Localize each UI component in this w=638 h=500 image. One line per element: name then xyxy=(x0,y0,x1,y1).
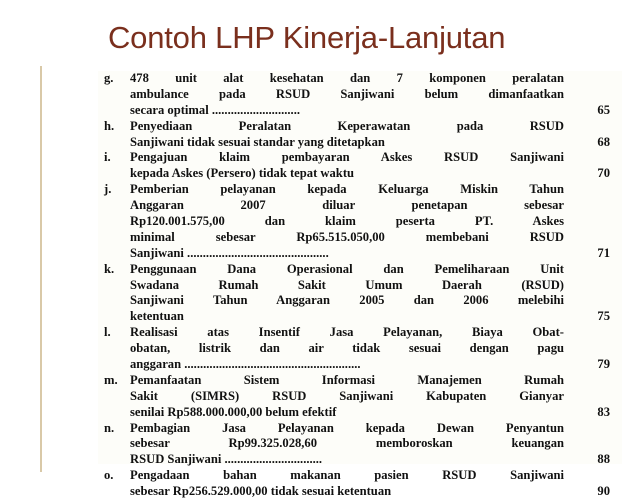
finding-item xyxy=(98,182,622,261)
finding-text: obatan, listrik dan air tidak sesuai dengan pagu xyxy=(130,341,564,356)
finding-text: ambulance pada RSUD Sanjiwani belum dimanfaatkan xyxy=(130,86,564,101)
finding-text: Pembagian Jasa Pelayanan kepada Dewan Penyantun xyxy=(130,420,564,435)
finding-marker: j. xyxy=(104,182,112,197)
finding-line xyxy=(98,119,622,135)
finding-line xyxy=(98,421,622,437)
finding-text: Swadana Rumah Sakit Umum Daerah (RSUD) xyxy=(130,277,564,292)
page-number: 68 xyxy=(597,134,610,149)
finding-line xyxy=(98,373,622,389)
page-number: 75 xyxy=(597,309,610,324)
finding-line xyxy=(98,309,622,325)
finding-line xyxy=(98,214,622,230)
finding-text: secara optimal ............................ xyxy=(130,102,300,117)
finding-line xyxy=(98,468,622,484)
finding-text: Penggunaan Dana Operasional dan Pemeliharaan Unit xyxy=(130,261,564,276)
finding-marker: l. xyxy=(104,325,111,340)
finding-text: senilai Rp588.000.000,00 belum efektif xyxy=(130,404,337,419)
page-number: 83 xyxy=(597,404,610,419)
finding-line xyxy=(98,405,622,421)
finding-line xyxy=(98,341,622,357)
finding-marker: k. xyxy=(104,261,115,276)
finding-item xyxy=(98,71,622,119)
finding-text: Penyediaan Peralatan Keperawatan pada RSUD xyxy=(130,118,564,133)
finding-text: sebesar Rp99.325.028,60 memboroskan keuangan xyxy=(130,436,564,451)
finding-text: Sanjiwani ............................................. xyxy=(130,245,329,260)
finding-text: Pemberian pelayanan kepada Keluarga Miskin Tahun xyxy=(130,182,564,197)
finding-text: Anggaran 2007 diluar penetapan sebesar xyxy=(130,198,564,213)
finding-line xyxy=(98,230,622,246)
slide-title: Contoh LHP Kinerja-Lanjutan xyxy=(108,20,506,55)
finding-item xyxy=(98,262,622,326)
finding-line xyxy=(98,166,622,182)
finding-marker: o. xyxy=(104,468,114,483)
finding-line xyxy=(98,357,622,373)
finding-item xyxy=(98,373,622,421)
finding-text: RSUD Sanjiwani ............................... xyxy=(130,452,323,467)
finding-text: Rp120.001.575,00 dan klaim peserta PT. Askes xyxy=(130,214,564,229)
page-number: 65 xyxy=(597,102,610,117)
finding-line xyxy=(98,71,622,87)
finding-text: 478 unit alat kesehatan dan 7 komponen peralatan xyxy=(130,71,564,85)
finding-line xyxy=(98,484,622,500)
finding-text: anggaran ........................................................ xyxy=(130,357,361,372)
finding-text: Sakit (SIMRS) RSUD Sanjiwani Kabupaten Gianyar xyxy=(130,388,564,403)
finding-text: Sanjiwani tidak sesuai standar yang ditetapkan xyxy=(130,134,385,149)
finding-item xyxy=(98,150,622,182)
finding-item xyxy=(98,421,622,469)
page-number: 79 xyxy=(597,357,610,372)
finding-text: Pemanfaatan Sistem Informasi Manajemen Rumah xyxy=(130,372,564,387)
finding-marker: g. xyxy=(104,71,114,85)
finding-text: kepada Askes (Persero) tidak tepat waktu xyxy=(130,166,355,181)
finding-line xyxy=(98,293,622,309)
finding-line xyxy=(98,389,622,405)
finding-text: sebesar Rp256.529.000,00 tidak sesuai ketentuan xyxy=(130,484,392,499)
finding-item xyxy=(98,468,622,500)
finding-marker: i. xyxy=(104,150,111,165)
finding-line xyxy=(98,262,622,278)
scanned-document-excerpt xyxy=(98,71,622,499)
finding-line xyxy=(98,325,622,341)
page-number: 88 xyxy=(597,452,610,467)
finding-marker: n. xyxy=(104,420,115,435)
finding-line xyxy=(98,150,622,166)
finding-text: Sanjiwani Tahun Anggaran 2005 dan 2006 melebihi xyxy=(130,293,564,308)
finding-text: ketentuan xyxy=(130,309,184,324)
finding-marker: m. xyxy=(104,372,118,387)
finding-line xyxy=(98,103,622,119)
finding-line xyxy=(98,182,622,198)
finding-marker: h. xyxy=(104,118,115,133)
finding-item xyxy=(98,325,622,373)
finding-line xyxy=(98,452,622,468)
side-divider xyxy=(40,66,42,472)
finding-line xyxy=(98,198,622,214)
finding-text: minimal sebesar Rp65.515.050,00 membebani RSUD xyxy=(130,229,564,244)
finding-item xyxy=(98,119,622,151)
page-number: 70 xyxy=(597,166,610,181)
finding-line xyxy=(98,436,622,452)
finding-line xyxy=(98,278,622,294)
page-number: 90 xyxy=(597,484,610,499)
finding-line xyxy=(98,246,622,262)
page-number: 71 xyxy=(597,245,610,260)
finding-line xyxy=(98,87,622,103)
finding-text: Realisasi atas Insentif Jasa Pelayanan, Biaya Obat- xyxy=(130,325,564,340)
finding-text: Pengadaan bahan makanan pasien RSUD Sanjiwani xyxy=(130,468,564,483)
finding-line xyxy=(98,135,622,151)
finding-text: Pengajuan klaim pembayaran Askes RSUD Sanjiwani xyxy=(130,150,564,165)
